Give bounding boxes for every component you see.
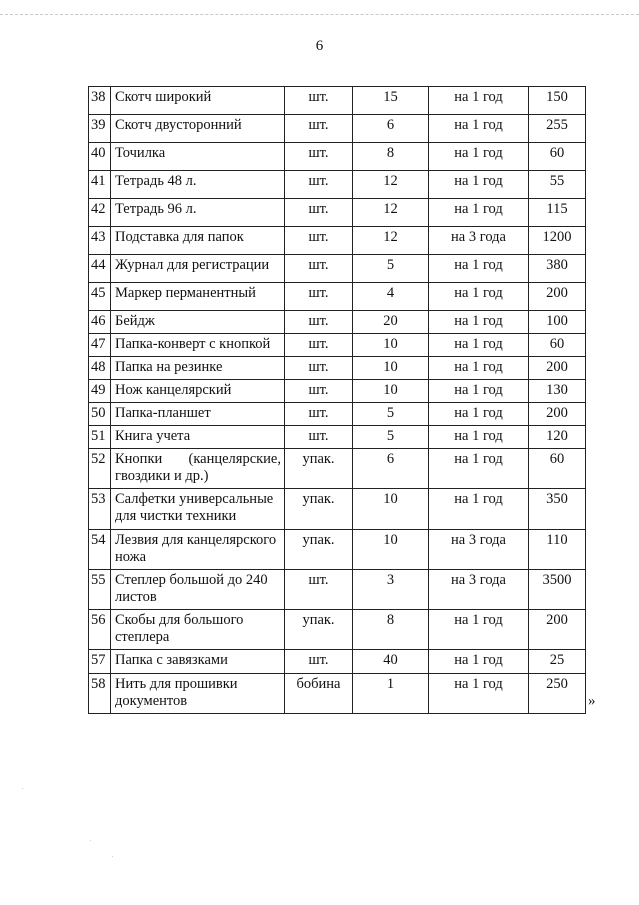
unit-cell: шт. bbox=[285, 334, 353, 357]
unit-cell: шт. bbox=[285, 87, 353, 115]
row-number-cell: 51 bbox=[89, 426, 111, 449]
unit-cell: шт. bbox=[285, 143, 353, 171]
quantity-cell: 5 bbox=[353, 403, 429, 426]
table-row bbox=[89, 403, 586, 426]
period-cell: на 1 год bbox=[429, 489, 529, 530]
price-cell: 200 bbox=[529, 403, 586, 426]
price-cell: 60 bbox=[529, 143, 586, 171]
period-cell: на 3 года bbox=[429, 530, 529, 570]
table-row bbox=[89, 227, 586, 255]
table-row bbox=[89, 87, 586, 115]
quantity-cell: 1 bbox=[353, 674, 429, 714]
price-cell: 55 bbox=[529, 171, 586, 199]
item-name-cell: Тетрадь 48 л. bbox=[111, 171, 285, 199]
row-number-cell: 44 bbox=[89, 255, 111, 283]
price-cell: 200 bbox=[529, 610, 586, 650]
price-cell: 3500 bbox=[529, 570, 586, 610]
period-cell: на 1 год bbox=[429, 283, 529, 311]
price-cell: 60 bbox=[529, 334, 586, 357]
quantity-cell: 12 bbox=[353, 199, 429, 227]
item-name-cell: Лезвия для канцелярского ножа bbox=[111, 530, 285, 570]
unit-cell: шт. bbox=[285, 357, 353, 380]
unit-cell: упак. bbox=[285, 489, 353, 530]
row-number-cell: 46 bbox=[89, 311, 111, 334]
row-number-cell: 55 bbox=[89, 570, 111, 610]
price-cell: 255 bbox=[529, 115, 586, 143]
price-cell: 130 bbox=[529, 380, 586, 403]
row-number-cell: 45 bbox=[89, 283, 111, 311]
scan-speck bbox=[90, 840, 91, 841]
period-cell: на 3 года bbox=[429, 227, 529, 255]
supplies-table-body bbox=[89, 87, 586, 714]
table-row bbox=[89, 426, 586, 449]
item-name-cell: Журнал для регистрации bbox=[111, 255, 285, 283]
quantity-cell: 8 bbox=[353, 610, 429, 650]
item-name-cell: Нож канцелярский bbox=[111, 380, 285, 403]
quantity-cell: 12 bbox=[353, 227, 429, 255]
item-name-cell: Папка-планшет bbox=[111, 403, 285, 426]
price-cell: 200 bbox=[529, 357, 586, 380]
unit-cell: шт. bbox=[285, 283, 353, 311]
table-row bbox=[89, 380, 586, 403]
scan-speck bbox=[112, 856, 113, 857]
quantity-cell: 6 bbox=[353, 449, 429, 489]
item-name-cell: Папка-конверт с кнопкой bbox=[111, 334, 285, 357]
unit-cell: шт. bbox=[285, 227, 353, 255]
table-row bbox=[89, 674, 586, 714]
row-number-cell: 38 bbox=[89, 87, 111, 115]
row-number-cell: 39 bbox=[89, 115, 111, 143]
unit-cell: шт. bbox=[285, 171, 353, 199]
quantity-cell: 5 bbox=[353, 426, 429, 449]
period-cell: на 1 год bbox=[429, 426, 529, 449]
row-number-cell: 48 bbox=[89, 357, 111, 380]
item-name-cell: Подставка для папок bbox=[111, 227, 285, 255]
closing-quote: » bbox=[588, 693, 596, 709]
price-cell: 380 bbox=[529, 255, 586, 283]
page-number: 6 bbox=[315, 38, 324, 54]
table-row bbox=[89, 610, 586, 650]
period-cell: на 1 год bbox=[429, 380, 529, 403]
table-row bbox=[89, 334, 586, 357]
unit-cell: шт. bbox=[285, 570, 353, 610]
item-name-cell: Бейдж bbox=[111, 311, 285, 334]
row-number-cell: 54 bbox=[89, 530, 111, 570]
price-cell: 1200 bbox=[529, 227, 586, 255]
supplies-table bbox=[88, 86, 586, 714]
table-row bbox=[89, 530, 586, 570]
item-name-cell: Папка на резинке bbox=[111, 357, 285, 380]
quantity-cell: 10 bbox=[353, 489, 429, 530]
unit-cell: шт. bbox=[285, 403, 353, 426]
period-cell: на 1 год bbox=[429, 674, 529, 714]
item-name-cell: Точилка bbox=[111, 143, 285, 171]
price-cell: 25 bbox=[529, 650, 586, 674]
price-cell: 100 bbox=[529, 311, 586, 334]
price-cell: 200 bbox=[529, 283, 586, 311]
row-number-cell: 43 bbox=[89, 227, 111, 255]
unit-cell: шт. bbox=[285, 380, 353, 403]
table-row bbox=[89, 255, 586, 283]
row-number-cell: 40 bbox=[89, 143, 111, 171]
period-cell: на 1 год bbox=[429, 199, 529, 227]
price-cell: 120 bbox=[529, 426, 586, 449]
period-cell: на 1 год bbox=[429, 650, 529, 674]
unit-cell: упак. bbox=[285, 449, 353, 489]
unit-cell: шт. bbox=[285, 115, 353, 143]
table-row bbox=[89, 357, 586, 380]
quantity-cell: 20 bbox=[353, 311, 429, 334]
price-cell: 110 bbox=[529, 530, 586, 570]
unit-cell: упак. bbox=[285, 610, 353, 650]
quantity-cell: 3 bbox=[353, 570, 429, 610]
table-row bbox=[89, 570, 586, 610]
row-number-cell: 42 bbox=[89, 199, 111, 227]
item-name-cell: Скотч широкий bbox=[111, 87, 285, 115]
quantity-cell: 12 bbox=[353, 171, 429, 199]
row-number-cell: 58 bbox=[89, 674, 111, 714]
quantity-cell: 40 bbox=[353, 650, 429, 674]
row-number-cell: 49 bbox=[89, 380, 111, 403]
table-row bbox=[89, 143, 586, 171]
period-cell: на 3 года bbox=[429, 570, 529, 610]
unit-cell: шт. bbox=[285, 255, 353, 283]
price-cell: 350 bbox=[529, 489, 586, 530]
scan-top-edge bbox=[0, 14, 639, 15]
period-cell: на 1 год bbox=[429, 143, 529, 171]
price-cell: 250 bbox=[529, 674, 586, 714]
table-row bbox=[89, 650, 586, 674]
quantity-cell: 15 bbox=[353, 87, 429, 115]
row-number-cell: 52 bbox=[89, 449, 111, 489]
item-name-cell: Кнопки (канцелярские, гвоздики и др.) bbox=[111, 449, 285, 489]
unit-cell: шт. bbox=[285, 311, 353, 334]
quantity-cell: 10 bbox=[353, 380, 429, 403]
item-name-cell: Книга учета bbox=[111, 426, 285, 449]
item-name-cell: Салфетки универсальные для чистки техники bbox=[111, 489, 285, 530]
row-number-cell: 53 bbox=[89, 489, 111, 530]
table-row bbox=[89, 283, 586, 311]
row-number-cell: 41 bbox=[89, 171, 111, 199]
period-cell: на 1 год bbox=[429, 357, 529, 380]
period-cell: на 1 год bbox=[429, 115, 529, 143]
item-name-cell: Степлер большой до 240 листов bbox=[111, 570, 285, 610]
row-number-cell: 47 bbox=[89, 334, 111, 357]
item-name-cell: Маркер перманентный bbox=[111, 283, 285, 311]
quantity-cell: 6 bbox=[353, 115, 429, 143]
table-row bbox=[89, 115, 586, 143]
unit-cell: шт. bbox=[285, 650, 353, 674]
period-cell: на 1 год bbox=[429, 87, 529, 115]
period-cell: на 1 год bbox=[429, 171, 529, 199]
quantity-cell: 10 bbox=[353, 334, 429, 357]
quantity-cell: 5 bbox=[353, 255, 429, 283]
quantity-cell: 10 bbox=[353, 357, 429, 380]
unit-cell: шт. bbox=[285, 199, 353, 227]
row-number-cell: 56 bbox=[89, 610, 111, 650]
unit-cell: бобина bbox=[285, 674, 353, 714]
price-cell: 60 bbox=[529, 449, 586, 489]
price-cell: 115 bbox=[529, 199, 586, 227]
table-row bbox=[89, 449, 586, 489]
quantity-cell: 4 bbox=[353, 283, 429, 311]
table-row bbox=[89, 311, 586, 334]
period-cell: на 1 год bbox=[429, 610, 529, 650]
scan-speck bbox=[22, 788, 23, 789]
item-name-cell: Скобы для большого степлера bbox=[111, 610, 285, 650]
item-name-cell: Скотч двусторонний bbox=[111, 115, 285, 143]
period-cell: на 1 год bbox=[429, 255, 529, 283]
quantity-cell: 8 bbox=[353, 143, 429, 171]
row-number-cell: 57 bbox=[89, 650, 111, 674]
period-cell: на 1 год bbox=[429, 334, 529, 357]
period-cell: на 1 год bbox=[429, 449, 529, 489]
table-row bbox=[89, 489, 586, 530]
item-name-cell: Нить для прошивки документов bbox=[111, 674, 285, 714]
item-name-cell: Тетрадь 96 л. bbox=[111, 199, 285, 227]
unit-cell: шт. bbox=[285, 426, 353, 449]
item-name-cell: Папка с завязками bbox=[111, 650, 285, 674]
table-row bbox=[89, 199, 586, 227]
row-number-cell: 50 bbox=[89, 403, 111, 426]
period-cell: на 1 год bbox=[429, 403, 529, 426]
unit-cell: упак. bbox=[285, 530, 353, 570]
period-cell: на 1 год bbox=[429, 311, 529, 334]
quantity-cell: 10 bbox=[353, 530, 429, 570]
table-row bbox=[89, 171, 586, 199]
price-cell: 150 bbox=[529, 87, 586, 115]
